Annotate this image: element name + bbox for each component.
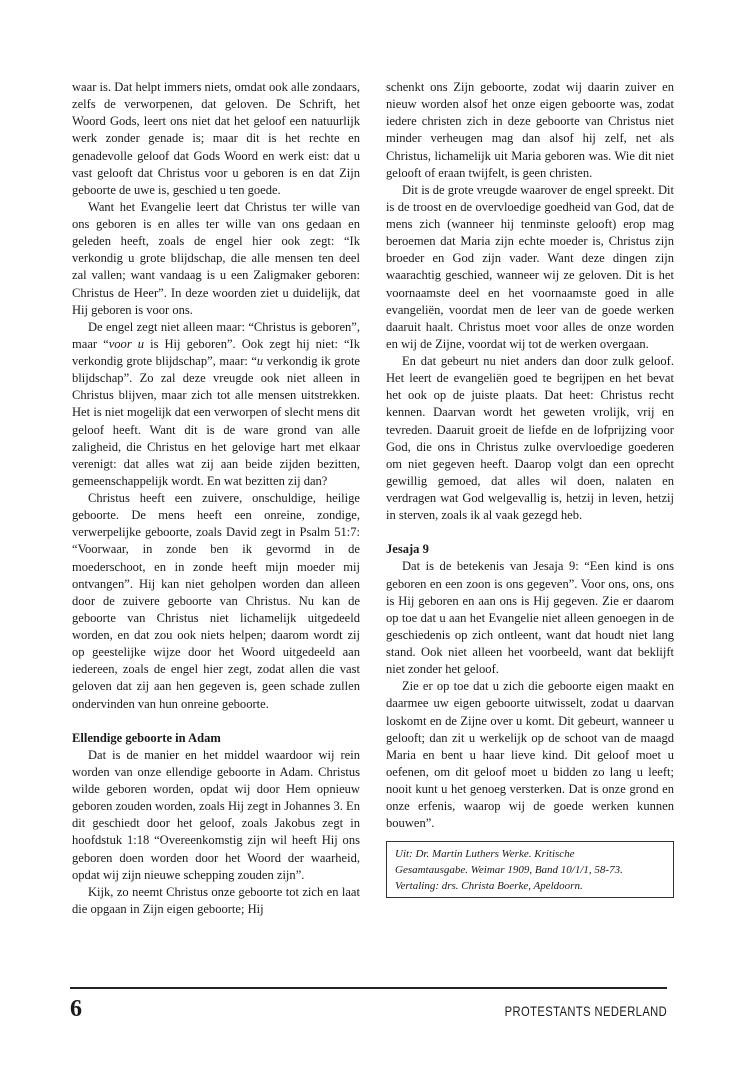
text-run: verkondig ik grote blijdschap”. Zo zal deze vreugde ook niet alleen in Christus blijven, maar zich tot alle mensen uitstrekken. Het is niet mogelijk dat een verworpen of slecht mens dit geloof heeft. Want dit is de ware grond van alle zaligheid, die Christus en het gelovige hart met elkaar verenigt: dat alles wat zij aan beide zijden bezitten, gemeenschappelijk wordt. En wat bezitten zij dan? — [72, 354, 361, 488]
source-citation-box — [386, 841, 674, 898]
emphasis-text: voor u — [108, 336, 145, 351]
paragraph: Dit is de grote vreugde waarover de engel spreekt. Dit is de troost en de overvloedige goedheid van God, dat de mens zich (wanneer hij tenminste gelooft) erop mag beroemen dat Maria zijn echte moeder is, Christus zijn broeder en God zijn vader. Want deze dingen zijn waarachtig geschied, wanneer wij ze geloven. Dit is het voornaamste deel en het voornaamste goed in alle evangeliën, voordat men de leer van de goede werken daaruit haalt. Christus moet voor alles de onze worden en wij de Zijne, voordat wij tot de werken overgaan. — [386, 182, 674, 351]
page-number: 6 — [70, 996, 82, 1022]
paragraph: Dat is de betekenis van Jesaja 9: “Een kind is ons geboren en een zoon is ons gegeven”. Voor ons, ons, ons is Hij geboren en aan ons is Hij gegeven. Zie er daarom op toe dat u aan het Evangelie niet alleen genoegen in de geschiedenis op zich ontleent, want dat houdt niet lang stand. Ook niet alleen het voorbeeld, want dat beklijft niet zonder het geloof. — [386, 559, 674, 677]
paragraph: Christus heeft een zuivere, onschuldige, heilige geboorte. De mens heeft een onreine, zondige, verwerpelijke geboorte, zoals David zegt in Psalm 51:7: “Voorwaar, in zonde ben ik gevormd in de moederschoot, en in zonde heeft mijn moeder mij ontvangen”. Hij kan niet geholpen worden dan alleen door de zuivere geboorte van Christus. Nu kan de geboorte van Christus niet lichamelijk uitgedeeld worden, en dat zou ook niets helpen; daarom wordt zij op geestelijke wijze door het Woord uitgedeeld aan iedereen, zoals de engel hier zegt, zodat allen die vast geloven dat zij aan hen gegeven is, geen schade zullen ondervinden van hun onreine geboorte. — [72, 491, 360, 711]
paragraph: Want het Evangelie leert dat Christus ter wille van ons geboren is en alles ter wille van ons gedaan en geleden heeft, zoals de engel hier ook zegt: “Ik verkondig u grote blijdschap, die alle mensen ten deel zal vallen; want vandaag is u een Zaligmaker geboren: Christus de Heer”. In deze woorden ziet u duidelijk, dat Hij geboren is voor ons. — [72, 199, 360, 317]
paragraph: Dat is de manier en het middel waardoor wij rein worden van onze ellendige geboorte in Adam. Christus wilde geboren worden, opdat wij door Hem opnieuw geboren zouden worden, zoals Hij zegt in Johannes 3. En dit geschiedt door het geloof, zoals Jakobus zegt in hoofdstuk 1:18 “Overeenkomstig zijn wil heeft Hij ons geboren doen worden door het Woord der waarheid, opdat wij zijn nieuwe schepping zouden zijn”. — [72, 747, 360, 882]
paragraph: waar is. Dat helpt immers niets, omdat ook alle zondaars, zelfs de verworpenen, dat geloven. De Schrift, het Woord Gods, leert ons niet dat het geloof een natuurlijk werk zonder genade is; maar dit is het rechte en genadevolle geloof dat Gods Woord en werk eist: dat u vast gelooft dat Christus voor u geboren is en dat Zijn geboorte de uwe is, geschied u ten goede. — [72, 80, 360, 197]
source-line: Uit: Dr. Martin Luthers Werke. Kritische — [395, 848, 575, 861]
paragraph: En dat gebeurt nu niet anders dan door zulk geloof. Het leert de evangeliën goed te begrijpen en het bevat het ook op de juiste plaats. Dat heet: Christus recht kennen. Daarvan wordt het geweten vrolijk, vrij en tevreden. Daaruit groeit de liefde en de lofprijzing voor God, die ons in Christus zulke overvloedige goederen om niet gegeven heeft. Daarop volgt dan een oprecht gewillig gemoed, dat alles wil doen, nalaten en verdragen wat God welgevallig is, hetzij in leven, hetzij in sterven, zoals ik al vaak gezegd heb. — [386, 354, 674, 523]
paragraph: Zie er op toe dat u zich die geboorte eigen maakt en daarmee uw eigen geboorte uitwisselt, zodat u daarvan loskomt en de Zijne over u komt. Dit gebeurt, wanneer u gelooft; dan zit u werkelijk op de schoot van de maagd Maria en bent u haar lieve kind. Dit geloof moet u oefenen, om dit geloof moet u bidden zo lang u leeft; nooit kunt u het genoeg versterken. Dat is onze grond en onze erfenis, waarop wij de goede werken kunnen bouwen”. — [386, 679, 674, 831]
text-run: De engel zegt niet alleen maar: “Christus is geboren”, maar “ — [72, 319, 360, 351]
paragraph: Kijk, zo neemt Christus onze geboorte tot zich en laat die opgaan in Zijn eigen geboorte; Hij — [72, 884, 360, 916]
text-run: is Hij geboren”. Ook zegt hij niet: “Ik verkondig grote blijdschap”, maar: “ — [72, 336, 361, 368]
source-line: Vertaling: drs. Christa Boerke, Apeldoorn. — [395, 880, 583, 893]
running-footer-title: PROTESTANTS NEDERLAND — [504, 1003, 667, 1019]
footer-divider — [70, 987, 667, 989]
source-line: Gesamtausgabe. Weimar 1909, Band 10/1/1, 58-73. — [395, 864, 623, 877]
right-column — [386, 79, 674, 898]
left-column — [72, 79, 360, 918]
emphasis-text: u — [256, 354, 264, 368]
paragraph — [72, 319, 360, 490]
section-heading: Ellendige geboorte in Adam — [72, 730, 221, 745]
section-heading: Jesaja 9 — [386, 542, 429, 557]
paragraph: schenkt ons Zijn geboorte, zodat wij daarin zuiver en nieuw worden alsof het onze eigen geboorte was, zodat iedere christen zich in deze geboorte van Christus niet minder verheugen mag dan alsof hij zelf, net als Christus, lichamelijk uit Maria geboren was. Wie dit niet gelooft of eraan twijfelt, is geen christen. — [386, 80, 674, 180]
